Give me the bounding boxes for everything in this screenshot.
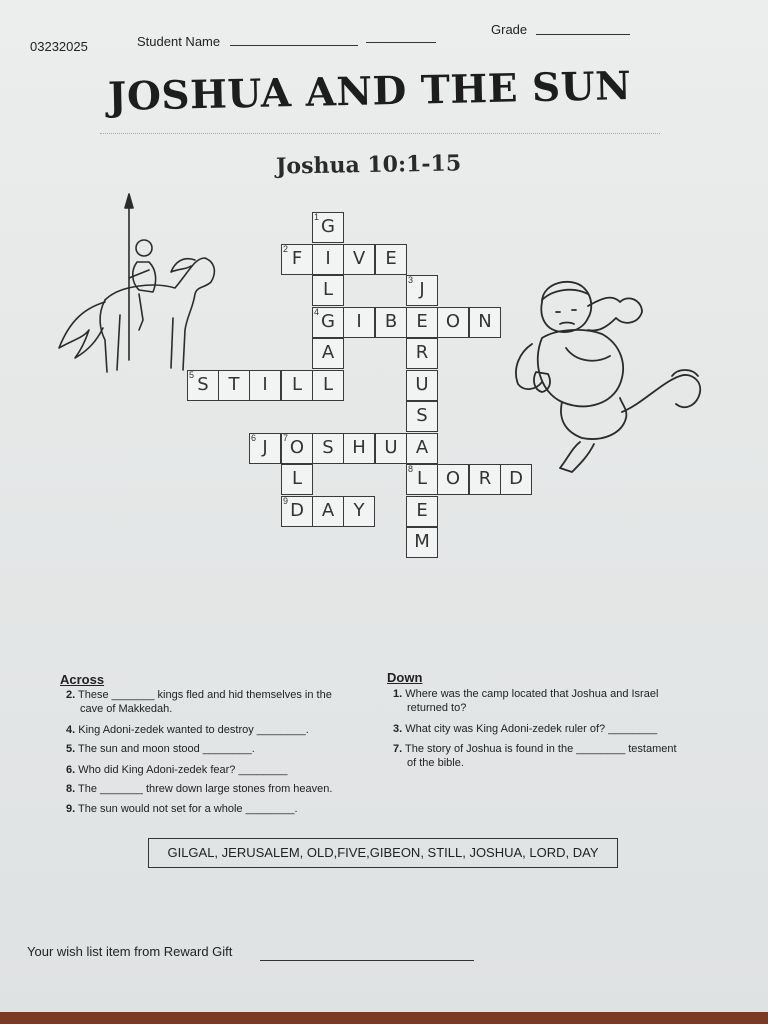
clue-across-8: 8. The _______ threw down large stones from heaven. bbox=[66, 783, 333, 795]
clue-across-2: 2. These _______ kings fled and hid themselves in the bbox=[66, 689, 332, 701]
cell-letter: I bbox=[356, 311, 362, 332]
crossword-cell[interactable] bbox=[312, 275, 344, 306]
crossword-cell[interactable] bbox=[500, 464, 532, 495]
clue-down-7: 7. The story of Joshua is found in the ________ testament bbox=[393, 743, 677, 755]
cell-letter: D bbox=[509, 468, 523, 489]
crossword-cell[interactable] bbox=[343, 496, 375, 527]
crossword-cell[interactable] bbox=[406, 307, 438, 338]
cell-letter: F bbox=[291, 248, 303, 269]
crossword-cell[interactable] bbox=[281, 496, 313, 527]
cell-letter: V bbox=[352, 248, 366, 269]
cell-letter: L bbox=[416, 468, 428, 489]
worksheet-code: 03232025 bbox=[30, 39, 88, 54]
crossword-cell[interactable] bbox=[406, 370, 438, 401]
cell-letter: O bbox=[445, 468, 461, 489]
cell-letter: A bbox=[321, 342, 335, 363]
clue-number: 9 bbox=[283, 496, 289, 506]
clue-number: 8 bbox=[408, 464, 414, 474]
cell-letter: O bbox=[445, 311, 461, 332]
grade-label: Grade bbox=[491, 22, 528, 37]
cell-letter: I bbox=[262, 374, 268, 395]
cell-letter: L bbox=[291, 374, 303, 395]
cell-letter: R bbox=[415, 342, 429, 363]
clue-down-7-cont: of the bible. bbox=[407, 757, 464, 769]
cell-letter: S bbox=[197, 374, 209, 395]
crossword-cell[interactable] bbox=[406, 527, 438, 558]
crossword-cell[interactable] bbox=[281, 244, 313, 275]
cell-letter: R bbox=[478, 468, 492, 489]
clue-number: 5 bbox=[189, 370, 195, 380]
cell-letter: G bbox=[321, 311, 335, 332]
crossword-cell[interactable] bbox=[406, 275, 438, 306]
crossword-cell[interactable] bbox=[281, 370, 313, 401]
clue-number: 1 bbox=[314, 212, 320, 222]
student-name-field[interactable] bbox=[230, 45, 358, 46]
page-title: JOSHUA AND THE SUN bbox=[107, 63, 632, 120]
crossword-cell[interactable] bbox=[218, 370, 250, 401]
clue-down-1-cont: returned to? bbox=[407, 702, 467, 714]
cell-letter: U bbox=[415, 374, 429, 395]
wish-list-label: Your wish list item from Reward Gift bbox=[27, 944, 233, 959]
scripture-reference: Joshua 10:1-15 bbox=[275, 150, 462, 180]
cell-letter: L bbox=[322, 279, 334, 300]
cell-letter: J bbox=[262, 437, 268, 458]
cell-letter: A bbox=[321, 500, 335, 521]
cell-letter: A bbox=[415, 437, 429, 458]
title-divider bbox=[100, 133, 660, 134]
crossword-cell[interactable] bbox=[375, 433, 407, 464]
across-heading: Across bbox=[60, 672, 105, 687]
crossword-cell[interactable] bbox=[312, 338, 344, 369]
cell-letter: L bbox=[291, 468, 303, 489]
clue-number: 3 bbox=[408, 275, 414, 285]
cell-letter: S bbox=[322, 437, 334, 458]
crossword-cell[interactable] bbox=[312, 496, 344, 527]
crossword-cell[interactable] bbox=[343, 244, 375, 275]
crossword-cell[interactable] bbox=[249, 370, 281, 401]
down-heading: Down bbox=[387, 670, 423, 685]
crossword-cell[interactable] bbox=[343, 433, 375, 464]
cell-letter: E bbox=[385, 248, 397, 269]
cell-letter: G bbox=[321, 216, 335, 237]
crossword-cell[interactable] bbox=[406, 401, 438, 432]
clue-across-2-cont: cave of Makkedah. bbox=[80, 703, 173, 715]
cell-letter: O bbox=[289, 437, 305, 458]
cell-letter: I bbox=[325, 248, 331, 269]
crossword-cell[interactable] bbox=[406, 433, 438, 464]
grade-field[interactable] bbox=[536, 34, 630, 35]
crossword-cell[interactable] bbox=[406, 496, 438, 527]
student-name-field-extra[interactable] bbox=[366, 42, 436, 43]
table-edge bbox=[0, 1012, 768, 1024]
crossword-cell[interactable] bbox=[312, 244, 344, 275]
crossword-cell[interactable] bbox=[406, 464, 438, 495]
cell-letter: U bbox=[384, 437, 398, 458]
crossword-cell[interactable] bbox=[281, 464, 313, 495]
cell-letter: Y bbox=[353, 500, 365, 521]
clue-across-6: 6. Who did King Adoni-zedek fear? ________ bbox=[66, 764, 288, 776]
clue-across-9: 9. The sun would not set for a whole ________. bbox=[66, 803, 298, 815]
cell-letter: H bbox=[352, 437, 366, 458]
crossword-cell[interactable] bbox=[437, 464, 469, 495]
cell-letter: N bbox=[478, 311, 492, 332]
crossword-cell[interactable] bbox=[375, 244, 407, 275]
word-bank: GILGAL, JERUSALEM, OLD,FIVE,GIBEON, STILL, JOSHUA, LORD, DAY bbox=[148, 838, 618, 868]
cell-letter: T bbox=[228, 374, 240, 395]
crossword-cell[interactable] bbox=[281, 433, 313, 464]
crossword-cell[interactable] bbox=[187, 370, 219, 401]
crossword-cell[interactable] bbox=[375, 307, 407, 338]
cell-letter: B bbox=[384, 311, 398, 332]
clue-down-1: 1. Where was the camp located that Joshua and Israel bbox=[393, 688, 659, 700]
crossword-cell[interactable] bbox=[437, 307, 469, 338]
crossword-cell[interactable] bbox=[469, 307, 501, 338]
crossword-cell[interactable] bbox=[343, 307, 375, 338]
cell-letter: M bbox=[414, 531, 430, 552]
crossword-cell[interactable] bbox=[312, 433, 344, 464]
crossword-cell[interactable] bbox=[312, 370, 344, 401]
crossword-cell[interactable] bbox=[406, 338, 438, 369]
clue-across-5: 5. The sun and moon stood ________. bbox=[66, 743, 255, 755]
wish-list-field[interactable] bbox=[260, 960, 474, 961]
crossword-cell[interactable] bbox=[312, 212, 344, 243]
clue-number: 4 bbox=[314, 307, 320, 317]
clue-number: 2 bbox=[283, 244, 289, 254]
clue-number: 7 bbox=[283, 433, 289, 443]
horse-rider-illustration bbox=[45, 190, 220, 380]
crossword-cell[interactable] bbox=[249, 433, 281, 464]
cell-letter: S bbox=[416, 405, 428, 426]
cell-letter: D bbox=[290, 500, 304, 521]
clue-down-3: 3. What city was King Adoni-zedek ruler of? ________ bbox=[393, 723, 658, 735]
crossword-cell[interactable] bbox=[469, 464, 501, 495]
cell-letter: E bbox=[416, 500, 428, 521]
cell-letter: E bbox=[416, 311, 428, 332]
clue-number: 6 bbox=[251, 433, 257, 443]
running-soldier-illustration bbox=[502, 272, 712, 477]
clue-across-4: 4. King Adoni-zedek wanted to destroy ________. bbox=[66, 724, 309, 736]
cell-letter: L bbox=[322, 374, 334, 395]
student-name-label: Student Name bbox=[137, 34, 221, 49]
crossword-cell[interactable] bbox=[312, 307, 344, 338]
cell-letter: J bbox=[419, 279, 425, 300]
